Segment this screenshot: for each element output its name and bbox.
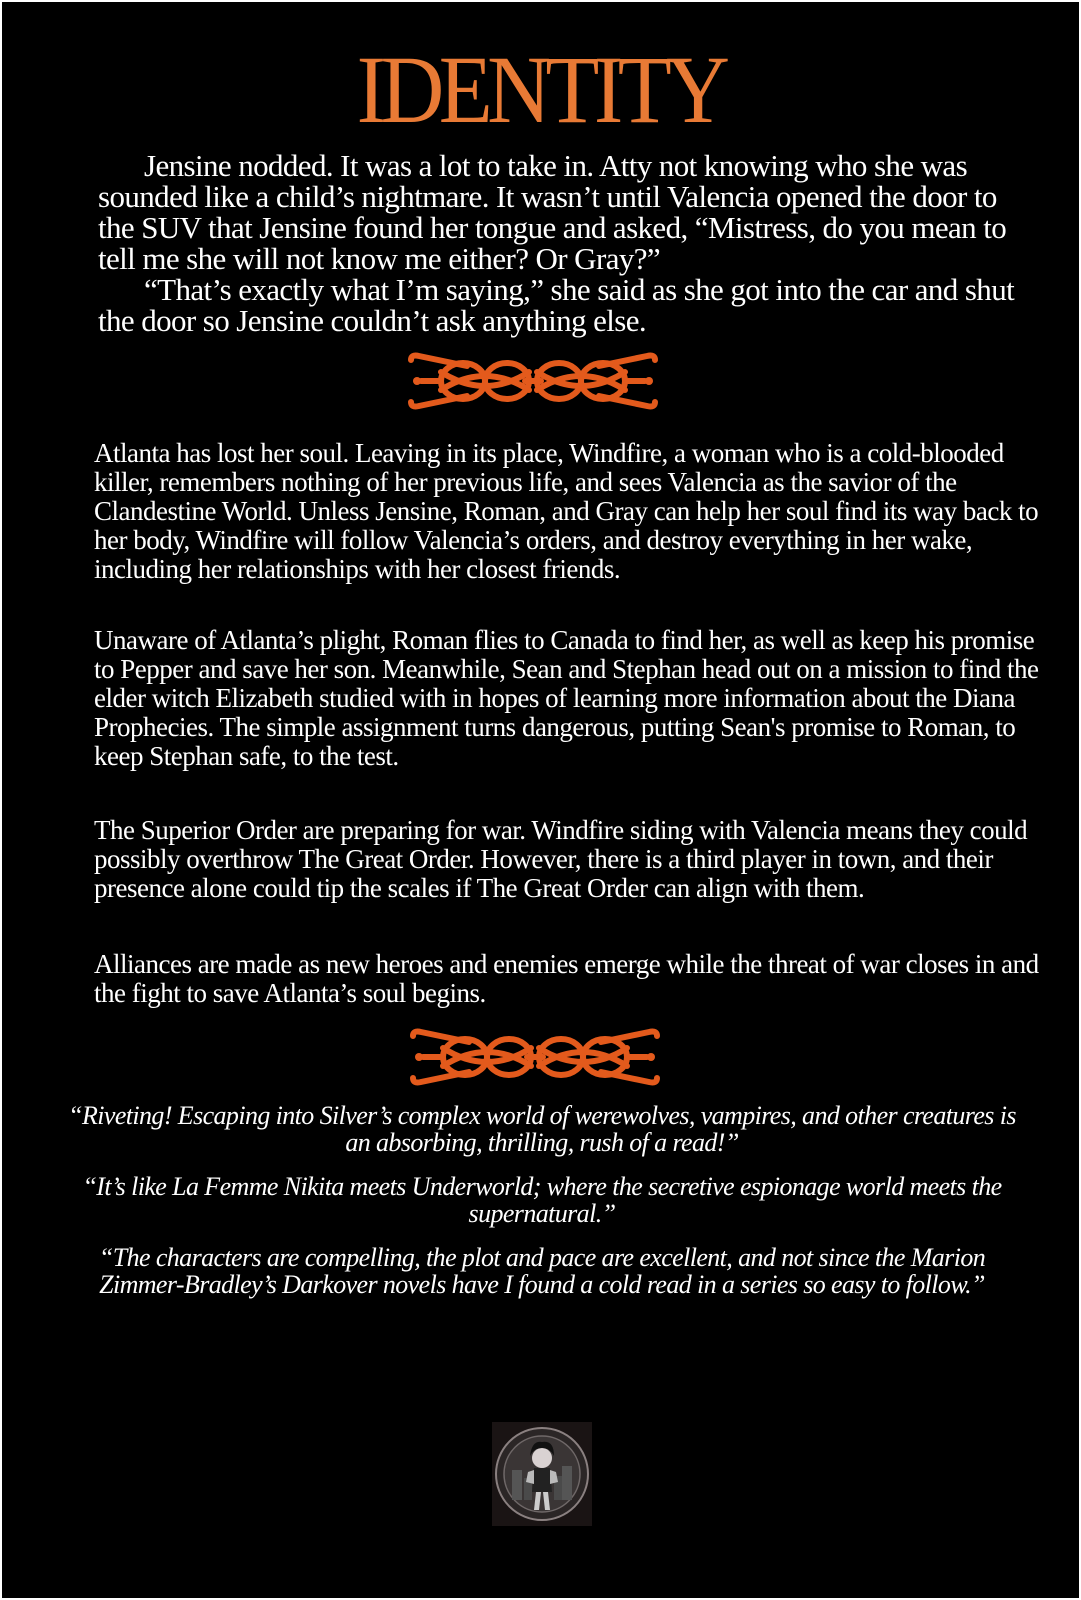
book-excerpt	[98, 150, 1038, 336]
blurb-paragraph: Atlanta has lost her soul. Leaving in its place, Windfire, a woman who is a cold-blooded killer, remembers nothing of her previous life, and sees Valencia as the savior of the Clandestine World. Unless Jensine, Roman, and Gray can help her soul find its way back to her body, Windfire will follow Valencia’s orders, and destroy everything in her wake, including her relationships with her closest friends.	[94, 438, 1039, 584]
blurb-paragraph: Unaware of Atlanta’s plight, Roman flies to Canada to find her, as well as keep his promise to Pepper and save her son. Meanwhile, Sean and Stephan head out on a mission to find the elder witch Elizabeth studied with in hopes of learning more information about the Diana Prophecies. The simple assignment turns dangerous, putting Sean's promise to Roman, to keep Stephan safe, to the test.	[94, 625, 1039, 771]
review-quote: “It’s like La Femme Nikita meets Underworld; where the secretive espionage world meets the supernatural.”	[82, 1172, 1002, 1228]
book-title: IDENTITY	[356, 36, 725, 143]
excerpt-paragraph: Jensine nodded. It was a lot to take in. Atty not knowing who she was sounded like a child’s nightmare. It wasn’t until Valencia opened the door to the SUV that Jensine found her tongue and asked, “Mistress, do you mean to tell me she will not know me either? Or Gray?”	[98, 148, 1007, 276]
blurb-paragraph: Alliances are made as new heroes and enemies emerge while the threat of war closes in and the fight to save Atlanta’s soul begins.	[94, 949, 1039, 1008]
review-quote: “Riveting! Escaping into Silver’s complex world of werewolves, vampires, and other creatures is an absorbing, thrilling, rush of a read!”	[68, 1101, 1016, 1157]
back-cover	[2, 2, 1079, 1598]
celtic-knot-divider-icon	[407, 352, 659, 410]
review-quotes	[62, 1102, 1022, 1315]
publisher-logo-icon	[492, 1422, 592, 1526]
blurb-paragraph: The Superior Order are preparing for war. Windfire siding with Valencia means they could possibly overthrow The Great Order. However, there is a third player in town, and their presence alone could tip the scales if The Great Order can align with them.	[94, 815, 1028, 903]
excerpt-paragraph: “That’s exactly what I’m saying,” she said as she got into the car and shut the door so Jensine couldn’t ask anything else.	[98, 272, 1015, 338]
celtic-knot-divider-icon	[409, 1028, 661, 1086]
review-quote: “The characters are compelling, the plot and pace are excellent, and not since the Marion Zimmer-Bradley’s Darkover novels have I found a cold read in a series so easy to follow.”	[98, 1243, 986, 1299]
